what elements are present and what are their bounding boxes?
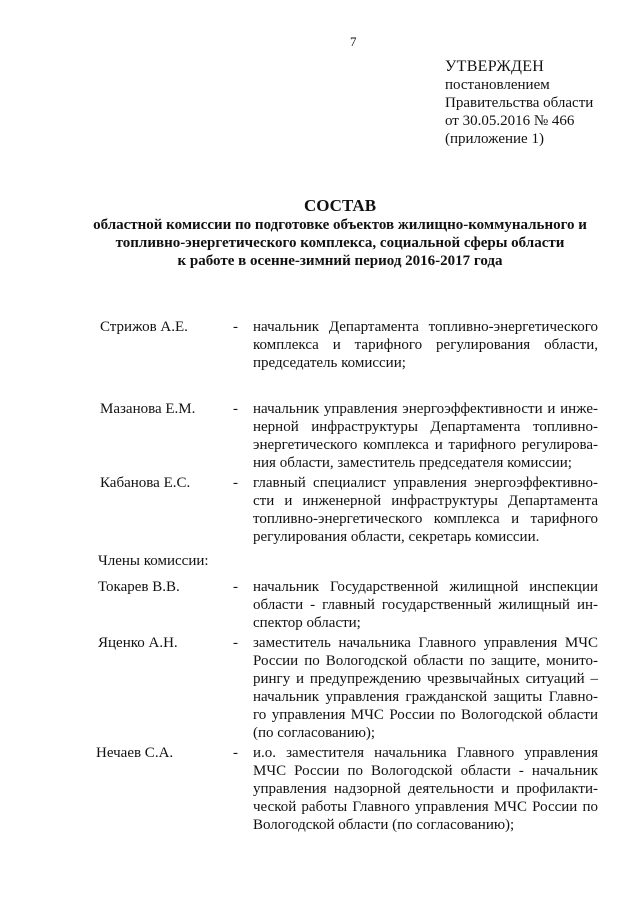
position-line: управления надзорной деятельности и профилакти- xyxy=(253,781,598,797)
person-name: Токарев В.В. xyxy=(98,579,180,595)
position-line: начальник управления энергоэффективности и инже- xyxy=(253,401,598,417)
person-name: Кабанова Е.С. xyxy=(100,475,191,491)
position-line: ния области, заместитель председателя комиссии; xyxy=(253,455,572,471)
position-line: и.о. заместителя начальника Главного управления xyxy=(253,745,598,761)
position-line: нерной инфраструктуры Департамента топливно- xyxy=(253,419,598,435)
person-position xyxy=(253,744,598,834)
position-line: начальник Департамента топливно-энергетического xyxy=(253,319,598,335)
entry-dash: - xyxy=(233,635,238,651)
person-name: Яценко А.Н. xyxy=(98,635,178,651)
person-position xyxy=(253,400,598,472)
entry-dash: - xyxy=(233,475,238,491)
approval-line: Правительства области xyxy=(445,95,594,111)
approval-stamp xyxy=(445,58,593,148)
position-line: заместитель начальника Главного управления МЧС xyxy=(253,635,598,651)
title-line: топливно-энергетического комплекса, социальной сферы области xyxy=(115,235,565,251)
position-line: энергетического комплекса и тарифного регулирова- xyxy=(253,437,598,453)
document-title xyxy=(60,196,620,270)
person-name: Нечаев С.А. xyxy=(96,745,174,761)
position-line: главный специалист управления энергоэффективно- xyxy=(253,475,598,491)
position-line: МЧС России по Вологодской области - начальник xyxy=(253,763,598,779)
approval-heading: УТВЕРЖДЕН xyxy=(445,58,545,75)
position-line: ческой работы Главного управления МЧС России по xyxy=(253,799,598,815)
approval-line: (приложение 1) xyxy=(445,131,544,147)
person-position xyxy=(253,634,598,742)
person-position xyxy=(253,318,598,372)
position-line: (по согласованию); xyxy=(253,725,376,741)
position-line: регулирования области, секретарь комиссии. xyxy=(253,529,540,545)
entry-dash: - xyxy=(233,579,238,595)
position-line: начальник Государственной жилищной инспекции xyxy=(253,579,598,595)
position-line: начальник управления гражданской защиты Главно- xyxy=(253,689,598,705)
entry-dash: - xyxy=(233,745,238,761)
position-line: Вологодской области (по согласованию); xyxy=(253,817,515,833)
page-number: 7 xyxy=(350,34,357,49)
person-position xyxy=(253,474,598,546)
person-name: Стрижов А.Е. xyxy=(100,319,188,335)
approval-line: постановлением xyxy=(445,77,550,93)
entry-dash: - xyxy=(233,319,238,335)
position-line: рингу и предупреждению чрезвычайных ситуаций – xyxy=(253,671,598,687)
position-line: спектор области; xyxy=(253,615,361,631)
person-name: Мазанова Е.М. xyxy=(100,401,196,417)
position-line: сти и инженерной инфраструктуры Департамента xyxy=(253,493,598,509)
title-main: СОСТАВ xyxy=(303,196,377,215)
approval-line: от 30.05.2016 № 466 xyxy=(445,113,575,129)
title-line: областной комиссии по подготовке объектов жилищно-коммунального и xyxy=(93,217,587,233)
entry-dash: - xyxy=(233,401,238,417)
position-line: го управления МЧС России по Вологодской области xyxy=(253,707,598,723)
title-line: к работе в осенне-зимний период 2016-2017 года xyxy=(177,253,503,269)
position-line: области - главный государственный жилищный ин- xyxy=(253,597,598,613)
person-position xyxy=(253,578,598,632)
members-label: Члены комиссии: xyxy=(98,553,209,569)
position-line: комплекса и тарифного регулирования области, xyxy=(253,337,598,353)
position-line: топливно-энергетического комплекса и тарифного xyxy=(253,511,598,527)
position-line: России по Вологодской области по защите, монито- xyxy=(253,653,598,669)
position-line: председатель комиссии; xyxy=(253,355,406,371)
